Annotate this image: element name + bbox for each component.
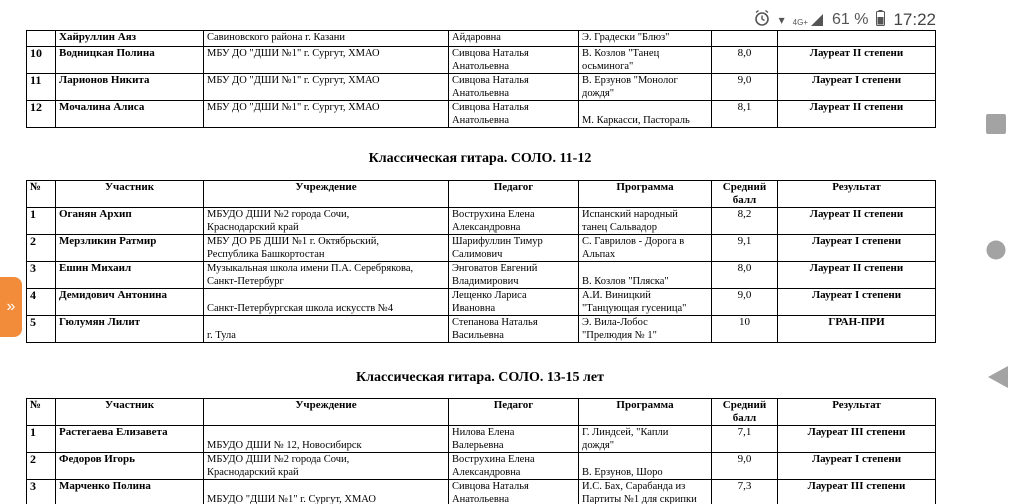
row-number: 4 [27,289,56,316]
program: В. Ерзунов, Шоро [579,453,712,480]
program: А.И. Виницкий "Танцующая гусеница" [579,289,712,316]
table-row [27,289,936,316]
program: С. Гаврилов - Дорога в Альпах [579,235,712,262]
participant-name: Демидович Антонина [56,289,204,316]
result: Лауреат III степени [778,426,936,453]
result: Лауреат I степени [778,453,936,480]
institution: МБУДО ДШИ №2 города Сочи, Краснодарский край [204,208,449,235]
table-header-row [27,399,936,426]
header-participant: Участник [56,399,204,426]
program: Испанский народный танец Сальвадор [579,208,712,235]
average-score: 7,1 [712,426,778,453]
average-score: 10 [712,316,778,343]
participant-name: Гюлумян Лилит [56,316,204,343]
institution: МБУДО ДШИ №2 города Сочи, Краснодарский край [204,453,449,480]
header-result: Результат [778,399,936,426]
table-row [27,453,936,480]
average-score: 9,1 [712,235,778,262]
header-teacher: Педагог [449,399,579,426]
program: И.С. Бах, Сарабанда из Партиты №1 для скрипки [579,480,712,504]
header-score: Средний балл [712,399,778,426]
participant-name: Мочалина Алиса [56,101,204,128]
row-number: 10 [27,47,56,74]
signal-icon [793,13,824,27]
top-results-table [26,30,936,128]
program: Г. Линдсей, "Капли дождя" [579,426,712,453]
participant-name: Водницкая Полина [56,47,204,74]
program: Э. Градески "Блюз" [579,31,712,47]
institution: МБУ ДО "ДШИ №1" г. Сургут, ХМАО [204,74,449,101]
table-row [27,101,936,128]
row-number: 2 [27,453,56,480]
participant-name: Ларионов Никита [56,74,204,101]
section-title: Классическая гитара. СОЛО. 11-12 [368,151,592,166]
section-title: Классическая гитара. СОЛО. 13-15 лет [356,370,604,385]
average-score: 8,0 [712,262,778,289]
circle-icon [986,240,1006,260]
result: ГРАН-ПРИ [778,316,936,343]
recent-apps-button[interactable] [986,114,1006,139]
teacher: Энговатов Евгений Владимирович [449,262,579,289]
section2-results-table [26,398,936,504]
result: Лауреат I степени [778,74,936,101]
row-number: 1 [27,426,56,453]
result: Лауреат III степени [778,480,936,504]
institution: г. Тула [204,316,449,343]
table-row [27,74,936,101]
program: В. Козлов "Танец осьминога" [579,47,712,74]
header-participant: Участник [56,181,204,208]
program: В. Ерзунов "Монолог дождя" [579,74,712,101]
header-program: Программа [579,181,712,208]
participant-name: Хайруллин Аяз [56,31,204,47]
institution: МБУ ДО "ДШИ №1" г. Сургут, ХМАО [204,47,449,74]
institution: МБУ ДО "ДШИ №1" г. Сургут, ХМАО [204,101,449,128]
average-score: 9,0 [712,289,778,316]
teacher: Сивцова Наталья Анатольевна [449,101,579,128]
clock-time: 17:22 [893,10,936,29]
institution: Савиновского района г. Казани [204,31,449,47]
result: Лауреат I степени [778,235,936,262]
header-teacher: Педагог [449,181,579,208]
result: Лауреат II степени [778,47,936,74]
back-button[interactable] [988,366,1008,393]
table-row [27,316,936,343]
program: М. Каркасси, Пастораль [579,101,712,128]
teacher: Сивцова Наталья Анатольевна [449,480,579,504]
table-row [27,47,936,74]
table-row [27,480,936,504]
participant-name: Оганян Архип [56,208,204,235]
battery-percent: 61 % [831,11,869,28]
alarm-icon [753,9,771,32]
row-number: 3 [27,262,56,289]
table-row [27,426,936,453]
teacher: Вострухина Елена Александровна [449,453,579,480]
participant-name: Растегаева Елизавета [56,426,204,453]
result [778,31,936,47]
institution: Музыкальная школа имени П.А. Серебрякова, Санкт-Петербург [204,262,449,289]
header-num: № [27,399,56,426]
average-score [712,31,778,47]
double-chevron-right-icon: » [6,298,16,315]
table-row [27,235,936,262]
result: Лауреат II степени [778,262,936,289]
teacher: Степанова Наталья Васильевна [449,316,579,343]
average-score: 7,3 [712,480,778,504]
participant-name: Ешин Михаил [56,262,204,289]
table-row [27,31,936,47]
average-score: 9,0 [712,453,778,480]
institution: МБУДО "ДШИ №1" г. Сургут, ХМАО [204,480,449,504]
home-button[interactable] [986,240,1006,265]
institution: МБУДО ДШИ № 12, Новосибирск [204,426,449,453]
participant-name: Мерзликин Ратмир [56,235,204,262]
row-number: 5 [27,316,56,343]
average-score: 9,0 [712,74,778,101]
row-number [27,31,56,47]
row-number: 1 [27,208,56,235]
average-score: 8,2 [712,208,778,235]
row-number: 2 [27,235,56,262]
average-score: 8,1 [712,101,778,128]
row-number: 3 [27,480,56,504]
row-number: 12 [27,101,56,128]
header-result: Результат [778,181,936,208]
square-icon [986,114,1006,134]
battery-icon [876,10,885,31]
participant-name: Федоров Игорь [56,453,204,480]
back-triangle-icon [988,366,1008,388]
header-num: № [27,181,56,208]
header-institution: Учреждение [204,399,449,426]
teacher: Шарифуллин Тимур Салимович [449,235,579,262]
status-bar [753,8,936,32]
program: Э. Вила-Лобос "Прелюдия № 1" [579,316,712,343]
institution: МБУ ДО РБ ДШИ №1 г. Октябрьский, Республика Башкортостан [204,235,449,262]
teacher: Айдаровна [449,31,579,47]
teacher: Нилова Елена Валерьевна [449,426,579,453]
teacher: Сивцова Наталья Анатольевна [449,47,579,74]
vibrate-icon: ▾ [778,13,785,27]
institution: Санкт-Петербургская школа искусств №4 [204,289,449,316]
result: Лауреат II степени [778,208,936,235]
header-program: Программа [579,399,712,426]
navigation-bar [970,0,1024,504]
result: Лауреат I степени [778,289,936,316]
average-score: 8,0 [712,47,778,74]
result: Лауреат II степени [778,101,936,128]
participant-name: Марченко Полина [56,480,204,504]
header-institution: Учреждение [204,181,449,208]
teacher: Лещенко Лариса Ивановна [449,289,579,316]
teacher: Вострухина Елена Александровна [449,208,579,235]
side-panel-tab[interactable] [0,277,22,337]
teacher: Сивцова Наталья Анатольевна [449,74,579,101]
network-type-label: 4G+ [792,18,808,27]
program: В. Козлов "Пляска" [579,262,712,289]
row-number: 11 [27,74,56,101]
table-header-row [27,181,936,208]
table-row [27,262,936,289]
header-score: Средний балл [712,181,778,208]
table-row [27,208,936,235]
section1-results-table [26,180,936,343]
